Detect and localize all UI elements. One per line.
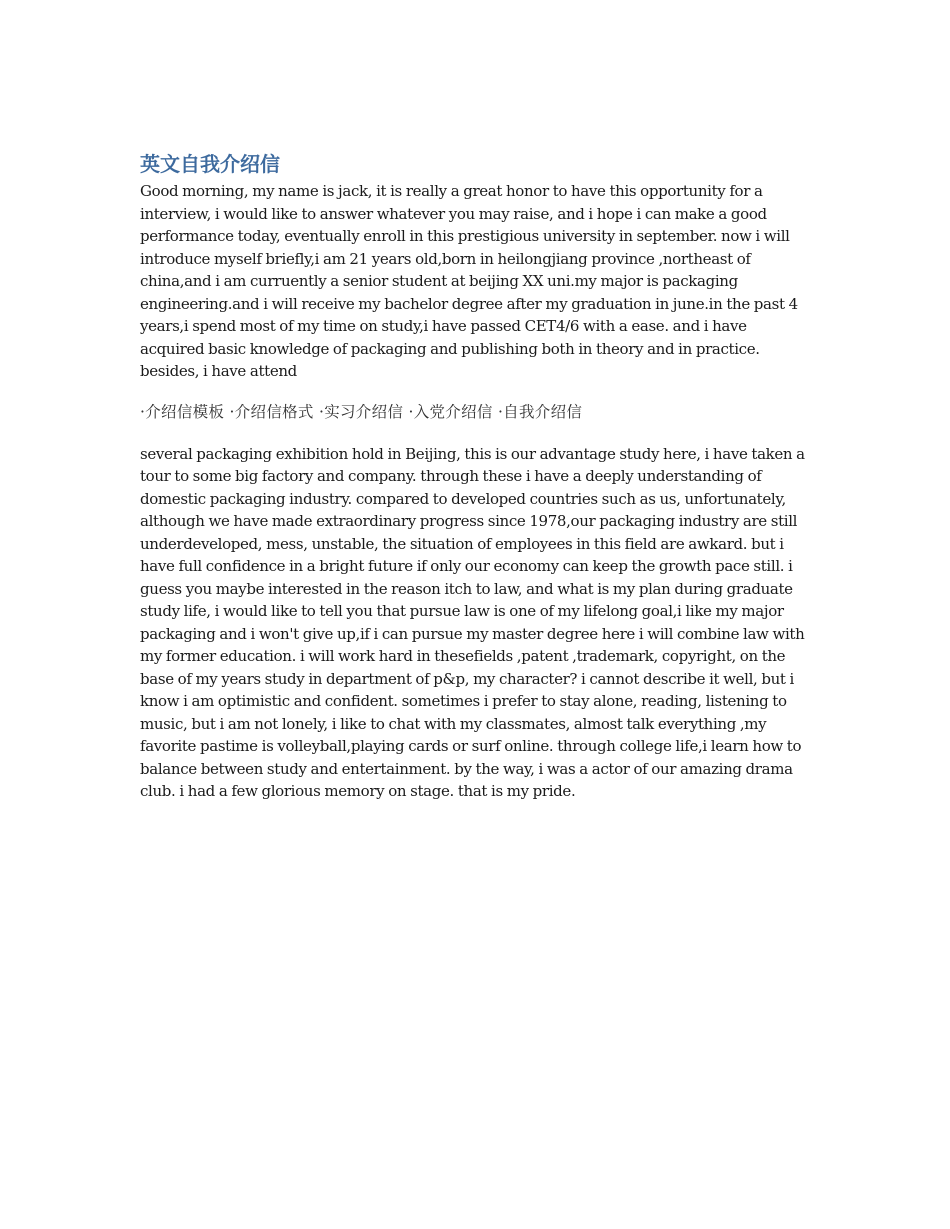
related-link-self-intro[interactable]: 自我介绍信 [503,402,583,421]
document-title: 英文自我介绍信 [140,152,280,176]
link-separator: · [140,402,146,421]
paragraph-continued: several packaging exhibition hold in Beijing, this is our advantage study here, i have taken a tour to some big factory and company. through these i have a deeply understanding of domestic packaging industry. compared to developed countries such as us, unfortunately, although we have made extraordinary progress since 1978,our packaging industry are still underdeveloped, mess, unstable, the situation of employees in this field are awkard. but i have full confidence in a bright future if only our economy can keep the growth pace still. i guess you maybe interested in the reason itch to law, and what is my plan during graduate study life, i would like to tell you that pursue law is one of my lifelong goal,i like my major packaging and i won't give up,if i can pursue my master degree here i will combine law with my former education. i will work hard in thesefields ,patent ,trademark, copyright, on the base of my years study in department of p&p, my character? i cannot describe it well, but i know i am optimistic and confident. sometimes i prefer to stay alone, reading, listening to music, but i am not lonely, i like to chat with my classmates, almost talk everything ,my favorite pastime is volleyball,playing cards or surf online. through college life,i learn how to balance between study and entertainment. by the way, i was a actor of our amazing drama club. i had a few glorious memory on stage. that is my pride. [140,444,805,800]
related-link-party[interactable]: 入党介绍信 [413,402,493,421]
link-separator: · [408,402,414,421]
document-page [140,150,812,803]
paragraph-intro: Good morning, my name is jack, it is really a great honor to have this opportunity for a interview, i would like to answer whatever you may raise, and i hope i can make a good performance today, eventually enroll in this prestigious university in september. now i will introduce myself briefly,i am 21 years old,born in heilongjiang province ,northeast of china,and i am curruently a senior student at beijing XX uni.my major is packaging engineering.and i will receive my bachelor degree after my graduation in june.in the past 4 years,i spend most of my time on study,i have passed CET4/6 with a ease. and i have acquired basic knowledge of packaging and publishing both in theory and in practice. besides, i have attend [140,182,798,380]
link-separator: · [318,402,325,421]
related-links-bar [140,401,812,423]
related-link-internship[interactable]: 实习介绍信 [324,402,404,421]
related-link-template[interactable]: 介绍信模板 [145,402,225,421]
link-separator: · [229,402,235,421]
link-separator: · [497,402,504,421]
related-link-format[interactable]: 介绍信格式 [234,402,314,421]
